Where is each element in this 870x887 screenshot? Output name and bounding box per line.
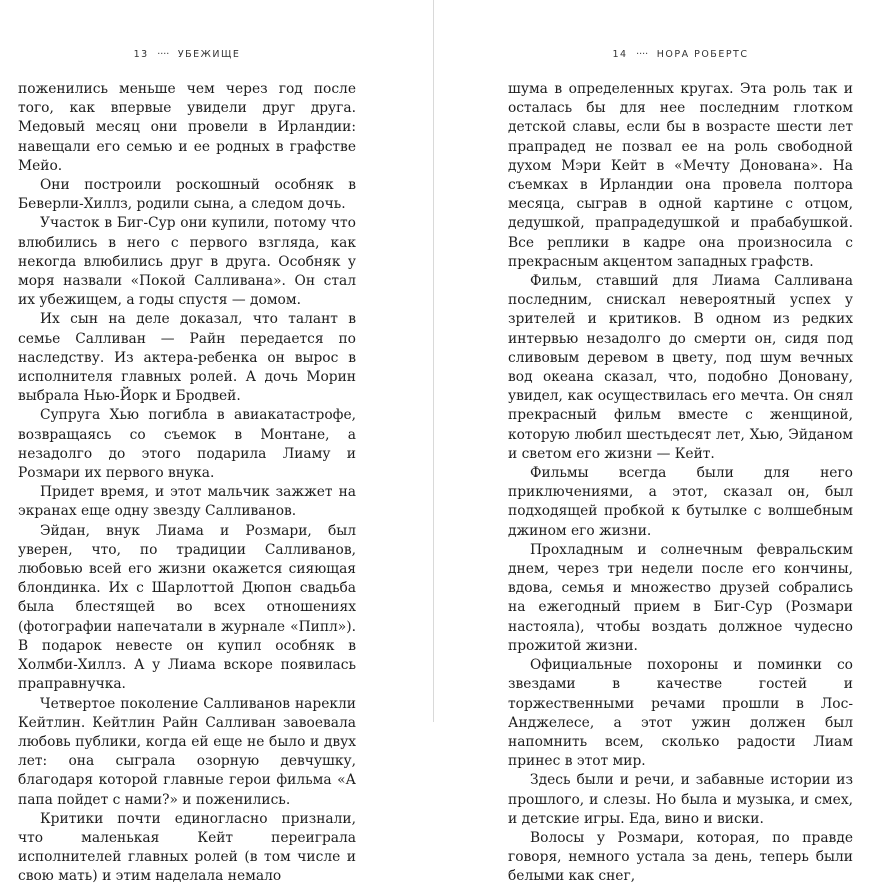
running-title: УБЕЖИЩЕ <box>177 49 241 60</box>
paragraph: Придет время, и этот мальчик зажжет на экранах еще одну звезду Салливанов. <box>18 484 356 520</box>
paragraph: Волосы у Розмари, которая, по правде говоря, немного устала за день, теперь были белыми как снег, <box>508 829 853 885</box>
paragraph: Супруга Хью погибла в авиакатастрофе, возвращаясь со съемок в Монтане, а незадолго до этого подарила Лиаму и Розмари их первого внука. <box>18 407 356 482</box>
paragraph: Фильм, ставший для Лиама Салливана последним, снискал невероятный успех у зрителей и критиков. В одном из редких интервью незадолго до смерти он, сидя под сливовым деревом в цвету, под шум вечных вод океана сказал, что, подобно Доновану, увидел, как осуществилась его мечта. Он снял прекрасный фильм вместе с женщиной, которую любил шестьдесят лет, Хью, Эйданом и светом его жизни — Кейт. <box>508 273 853 462</box>
paragraph: Критики почти единогласно признали, что маленькая Кейт переиграла исполнителей главных ролей (в том числе и свою мать) и этим наделала немало <box>18 810 356 885</box>
header-separator: ···· <box>636 49 649 60</box>
running-title: НОРА РОБЕРТС <box>656 49 749 60</box>
paragraph: Фильмы всегда были для него приключениями, а этот, сказал он, был подходящей пробкой к бутылке с волшебным джином его жизни. <box>508 465 853 539</box>
paragraph: поженились меньше чем через год после того, как впервые увидели друг друга. Медовый месяц они провели в Ирландии: навещали его семью и ее родных в графстве Мейо. <box>18 81 356 174</box>
left-page-text <box>18 80 356 887</box>
left-page <box>18 0 356 885</box>
left-page-header <box>18 49 356 60</box>
page-gutter <box>433 0 434 722</box>
header-separator: ···· <box>157 49 170 60</box>
right-page-text <box>508 80 853 887</box>
paragraph: Прохладным и солнечным февральским днем, через три недели после его кончины, вдова, семья и множество друзей собрались на ежегодный прием в Биг-Сур (Розмари настояла), чтобы воздать должное чудесно прожитой жизни. <box>508 541 853 654</box>
paragraph: Здесь были и речи, и забавные истории из прошлого, и слезы. Но была и музыка, и смех, и детские игры. Еда, вино и виски. <box>508 772 853 827</box>
right-page-header <box>508 49 853 60</box>
paragraph: Эйдан, внук Лиама и Розмари, был уверен, что, по традиции Салливанов, любовью всей его жизни окажется сияющая блондинка. Их с Шарлоттой Дюпон свадьба была блестящей во всех отношениях (фотографии напечатали в журнале «Пипл»). В подарок невесте он купил особняк в Холмби-Хиллз. А у Лиама вскоре появилась праправнучка. <box>18 522 356 693</box>
paragraph: Участок в Биг-Сур они купили, потому что влюбились в него с первого взгляда, как некогда влюбились друг в друга. Особняк у моря назвали «Покой Салливана». Он стал их убежищем, а годы спустя — домом. <box>18 215 356 309</box>
paragraph: шума в определенных кругах. Эта роль так и осталась бы для нее последним глотком детской славы, если бы в возрасте шести лет прапрадед не позвал ее на роль свободной духом Мэри Кейт в «Мечту Донована». На съемках в Ирландии она провела полтора месяца, сыграв в одной картине с отцом, дедушкой, прапрадедушкой и прабабушкой. Все реплики в кадре она произносила с прекрасным акцентом западных графств. <box>508 81 853 270</box>
paragraph: Они построили роскошный особняк в Беверли-Хиллз, родили сына, а следом дочь. <box>18 177 356 213</box>
paragraph: Официальные похороны и поминки со звездами в качестве гостей и торжественными речами прошли в Лос-Анджелесе, а этот ужин должен был напомнить всем, сколько радости Лиам принес в этот мир. <box>508 657 853 770</box>
right-page <box>508 0 853 885</box>
page-number: 14 <box>612 49 628 60</box>
page-number: 13 <box>133 49 149 60</box>
paragraph: Их сын на деле доказал, что талант в семье Салливан — Райн передается по наследству. Из актера-ребенка он вырос в исполнителя главных ролей. А дочь Морин выбрала Нью-Йорк и Бродвей. <box>18 311 356 405</box>
paragraph: Четвертое поколение Салливанов нарекли Кейтлин. Кейтлин Райн Салливан завоевала любовь публики, когда ей еще не было и двух лет: она сыграла озорную девчушку, благодаря которой главные герои фильма «А папа пойдет с нами?» и поженились. <box>18 695 356 808</box>
